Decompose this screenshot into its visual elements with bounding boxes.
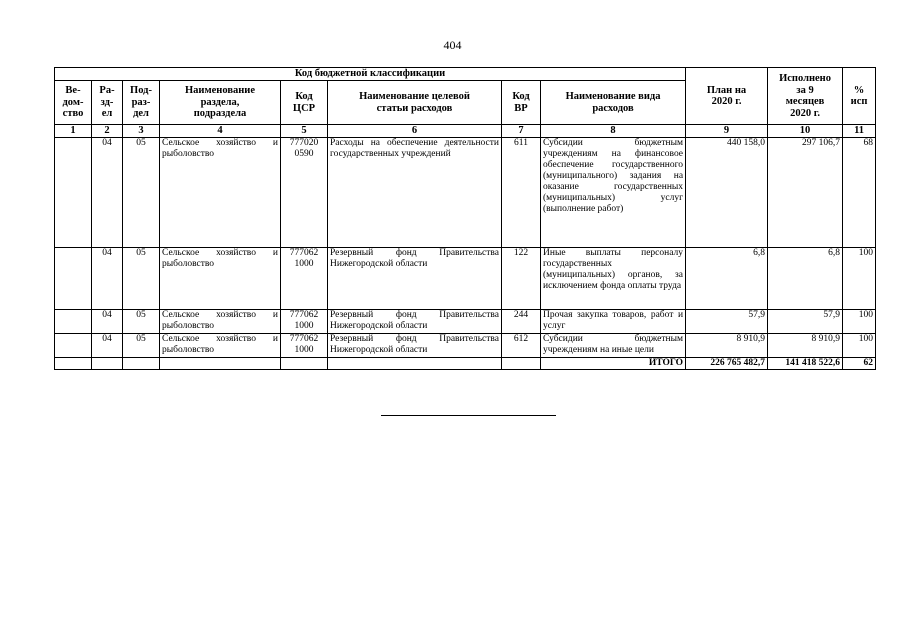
table-row — [55, 247, 876, 309]
column-number: 4 — [160, 125, 281, 138]
cell-done: 57,9 — [768, 309, 843, 333]
cell-podrazdel: 05 — [123, 247, 160, 309]
cell-vr: 612 — [502, 333, 541, 357]
column-header-vr-name: Наименование вида расходов — [541, 81, 686, 125]
table-row — [55, 137, 876, 247]
cell-vedomstvo — [55, 247, 92, 309]
total-empty-cell — [123, 357, 160, 369]
cell-razdel-name: Сельское хозяйство и рыболовство — [160, 309, 281, 333]
cell-razdel-name: Сельское хозяйство и рыболовство — [160, 137, 281, 247]
cell-target-name: Резервный фонд Правительства Нижегородской области — [328, 309, 502, 333]
cell-vedomstvo — [55, 309, 92, 333]
total-pct: 62 — [843, 357, 876, 369]
total-empty-cell — [55, 357, 92, 369]
total-done: 141 418 522,6 — [768, 357, 843, 369]
cell-podrazdel: 05 — [123, 309, 160, 333]
cell-target-name: Резервный фонд Правительства Нижегородской области — [328, 247, 502, 309]
cell-pct: 100 — [843, 333, 876, 357]
cell-vr-name: Субсидии бюджетным учреждениям на иные цели — [541, 333, 686, 357]
cell-plan: 57,9 — [686, 309, 768, 333]
total-label: ИТОГО — [541, 357, 686, 369]
total-empty-cell — [328, 357, 502, 369]
total-empty-cell — [92, 357, 123, 369]
cell-razdel: 04 — [92, 247, 123, 309]
cell-done: 6,8 — [768, 247, 843, 309]
cell-vr: 122 — [502, 247, 541, 309]
cell-plan: 6,8 — [686, 247, 768, 309]
cell-done: 297 106,7 — [768, 137, 843, 247]
column-header-vedomstvo: Ве- дом- ство — [55, 81, 92, 125]
column-number: 9 — [686, 125, 768, 138]
column-number: 11 — [843, 125, 876, 138]
column-number-row — [55, 125, 876, 138]
budget-execution-table — [54, 67, 876, 370]
column-header-razdel-name: Наименование раздела, подраздела — [160, 81, 281, 125]
cell-razdel: 04 — [92, 333, 123, 357]
cell-target-name: Резервный фонд Правительства Нижегородской области — [328, 333, 502, 357]
column-number: 5 — [281, 125, 328, 138]
cell-podrazdel: 05 — [123, 333, 160, 357]
cell-target-name: Расходы на обеспечение деятельности государственных учреждений — [328, 137, 502, 247]
cell-csr: 777062 1000 — [281, 247, 328, 309]
cell-razdel-name: Сельское хозяйство и рыболовство — [160, 247, 281, 309]
column-header-target-name: Наименование целевой статьи расходов — [328, 81, 502, 125]
cell-podrazdel: 05 — [123, 137, 160, 247]
column-header-done: Исполнено за 9 месяцев 2020 г. — [768, 68, 843, 125]
cell-vedomstvo — [55, 137, 92, 247]
column-number: 1 — [55, 125, 92, 138]
cell-vr-name: Иные выплаты персоналу государственных (муниципальных) органов, за исключением фонда оплаты труда — [541, 247, 686, 309]
total-plan: 226 765 482,7 — [686, 357, 768, 369]
classification-code-header: Код бюджетной классификации — [55, 68, 686, 81]
total-empty-cell — [160, 357, 281, 369]
cell-vr-name: Прочая закупка товаров, работ и услуг — [541, 309, 686, 333]
cell-plan: 8 910,9 — [686, 333, 768, 357]
cell-csr: 777062 1000 — [281, 333, 328, 357]
column-header-podrazdel: Под- раз- дел — [123, 81, 160, 125]
cell-pct: 100 — [843, 309, 876, 333]
cell-vr-name: Субсидии бюджетным учреждениям на финансовое обеспечение государственного (муниципального) задания на оказание государственных (муниципальных) услуг (выполнение работ) — [541, 137, 686, 247]
table-row — [55, 333, 876, 357]
cell-plan: 440 158,0 — [686, 137, 768, 247]
column-header-razdel: Ра- зд- ел — [92, 81, 123, 125]
cell-pct: 68 — [843, 137, 876, 247]
column-header-csr: Код ЦСР — [281, 81, 328, 125]
page-number: 404 — [443, 38, 462, 52]
column-number: 10 — [768, 125, 843, 138]
cell-csr: 777062 1000 — [281, 309, 328, 333]
column-header-pct: % исп — [843, 68, 876, 125]
cell-razdel: 04 — [92, 309, 123, 333]
cell-vr: 611 — [502, 137, 541, 247]
column-header-plan: План на 2020 г. — [686, 68, 768, 125]
cell-csr: 777020 0590 — [281, 137, 328, 247]
column-number: 7 — [502, 125, 541, 138]
cell-pct: 100 — [843, 247, 876, 309]
cell-vr: 244 — [502, 309, 541, 333]
total-empty-cell — [281, 357, 328, 369]
group-header-row — [55, 68, 876, 81]
total-row — [55, 357, 876, 369]
column-number: 3 — [123, 125, 160, 138]
cell-razdel: 04 — [92, 137, 123, 247]
column-number: 6 — [328, 125, 502, 138]
column-number: 8 — [541, 125, 686, 138]
column-header-vr: Код ВР — [502, 81, 541, 125]
total-empty-cell — [502, 357, 541, 369]
end-rule — [381, 415, 556, 416]
table-row — [55, 309, 876, 333]
cell-done: 8 910,9 — [768, 333, 843, 357]
cell-razdel-name: Сельское хозяйство и рыболовство — [160, 333, 281, 357]
column-number: 2 — [92, 125, 123, 138]
cell-vedomstvo — [55, 333, 92, 357]
